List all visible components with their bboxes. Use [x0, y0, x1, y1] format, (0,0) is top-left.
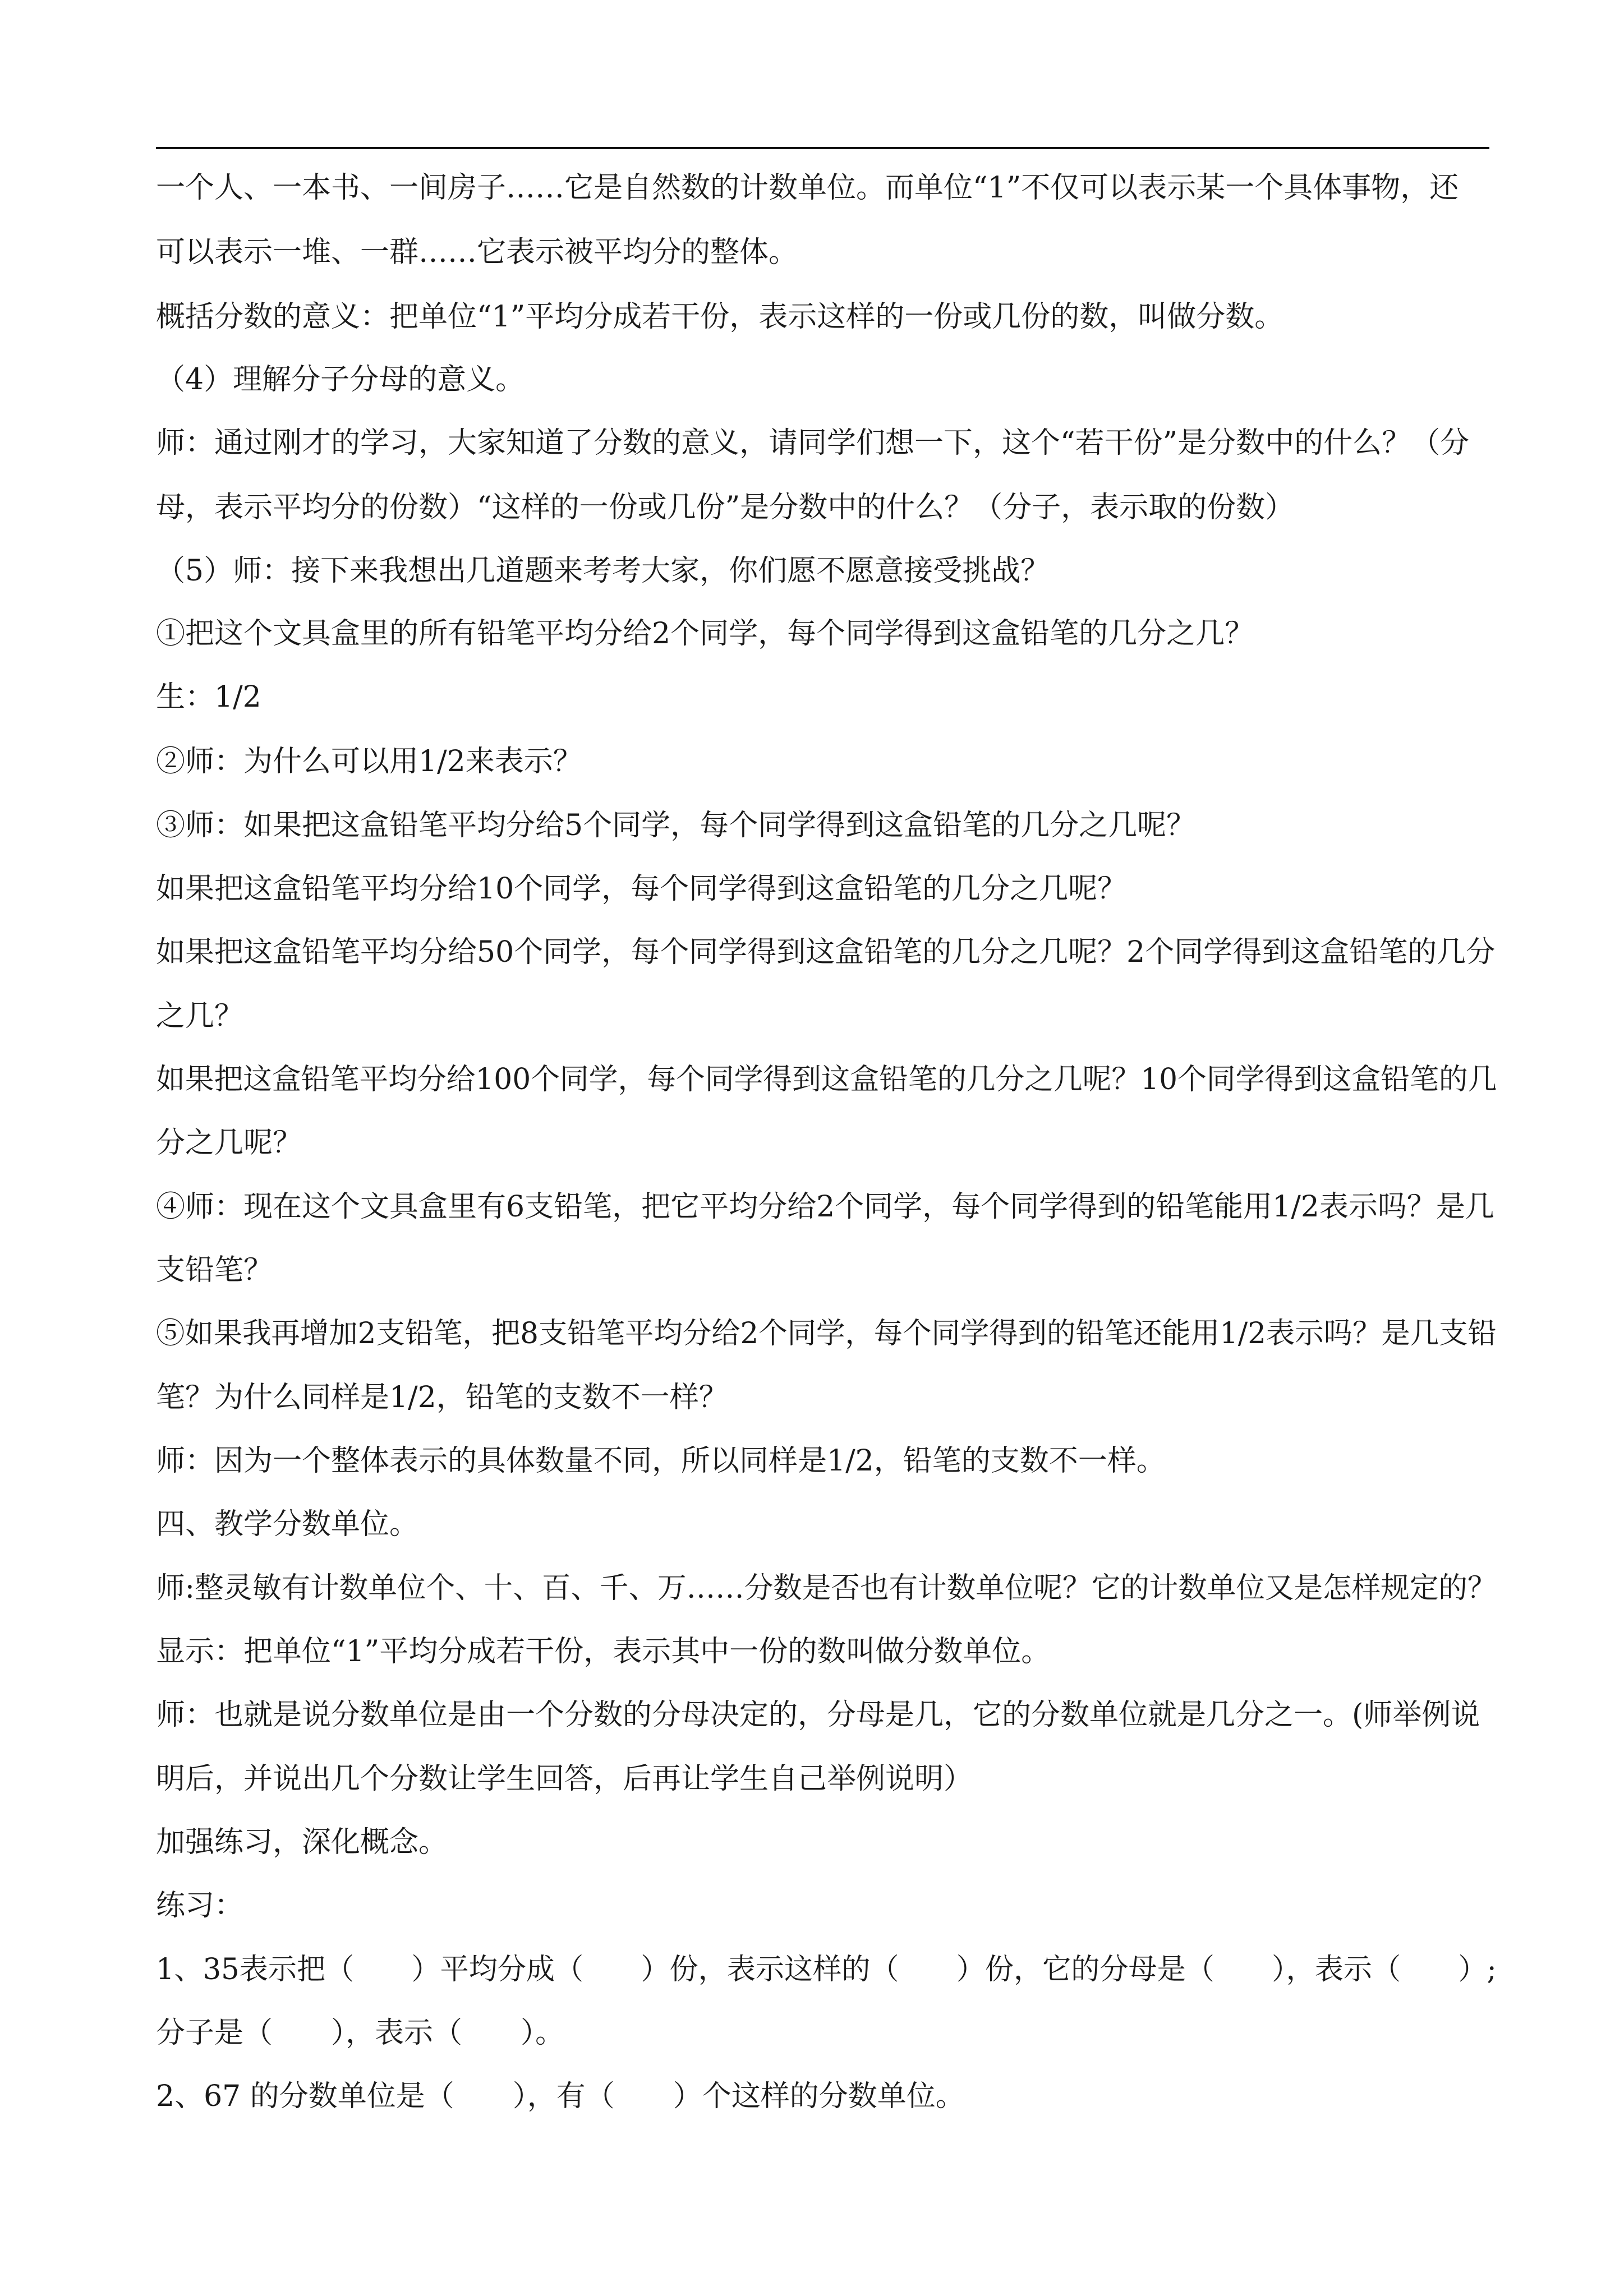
text-line: 母，表示平均分的份数）“这样的一份或几份”是分数中的什么？（分子，表示取的份数） [156, 491, 1295, 524]
text-line: （5）师：接下来我想出几道题来考考大家，你们愿不愿意接受挑战？ [156, 554, 1050, 588]
text-line: 师：因为一个整体表示的具体数量不同，所以同样是1/2，铅笔的支数不一样。 [156, 1444, 1166, 1478]
text-line: 师：也就是说分数单位是由一个分数的分母决定的，分母是几，它的分数单位就是几分之一。(师举例说 [156, 1698, 1480, 1732]
text-line: ④师：现在这个文具盒里有6支铅笔，把它平均分给2个同学，每个同学得到的铅笔能用1/2表示吗？是几 [156, 1190, 1494, 1224]
text-line: 显示：把单位“1”平均分成若干份，表示其中一份的数叫做分数单位。 [156, 1635, 1051, 1668]
text-line: 生：1/2 [156, 680, 261, 714]
text-line: 师：通过刚才的学习，大家知道了分数的意义，请同学们想一下，这个“若干份”是分数中的什么？（分 [156, 426, 1470, 460]
text-line: 可以表示一堆、一群……它表示被平均分的整体。 [156, 236, 798, 269]
text-line: 明后，并说出几个分数让学生回答，后再让学生自己举例说明） [156, 1762, 973, 1796]
text-line: （4）理解分子分母的意义。 [156, 363, 525, 397]
text-line: 笔？为什么同样是1/2，铅笔的支数不一样？ [156, 1381, 728, 1414]
text-line: 练习： [156, 1889, 244, 1922]
text-line: ①把这个文具盒里的所有铅笔平均分给2个同学，每个同学得到这盒铅笔的几分之几？ [156, 617, 1254, 651]
text-line: 分子是（ ），表示（ ）。 [156, 2016, 565, 2050]
text-line: 四、教学分数单位。 [156, 1507, 419, 1541]
text-line: ⑤如果我再增加2支铅笔，把8支铅笔平均分给2个同学，每个同学得到的铅笔还能用1/2表示吗？是几支铅 [156, 1317, 1497, 1350]
text-line: 之几？ [156, 999, 244, 1033]
text-line: 如果把这盒铅笔平均分给100个同学，每个同学得到这盒铅笔的几分之几呢？10个同学得到这盒铅笔的几 [156, 1063, 1497, 1096]
text-line: 分之几呢？ [156, 1126, 302, 1160]
text-line: ③师：如果把这盒铅笔平均分给5个同学，每个同学得到这盒铅笔的几分之几呢？ [156, 809, 1196, 842]
text-line: 如果把这盒铅笔平均分给50个同学，每个同学得到这盒铅笔的几分之几呢？2个同学得到这盒铅笔的几分 [156, 935, 1496, 969]
text-line: 1、35表示把（ ）平均分成（ ）份，表示这样的（ ）份，它的分母是（ ），表示（ ）; [156, 1953, 1497, 1986]
text-line: 加强练习，深化概念。 [156, 1825, 448, 1859]
text-line: 一个人、一本书、一间房子……它是自然数的计数单位。而单位“1”不仅可以表示某一个具体事物，还 [156, 171, 1459, 205]
text-line: 概括分数的意义：把单位“1”平均分成若干份，表示这样的一份或几份的数，叫做分数。 [156, 300, 1284, 334]
text-line: ②师：为什么可以用1/2来表示？ [156, 745, 582, 778]
text-line: 师:整灵敏有计数单位个、十、百、千、万……分数是否也有计数单位呢？它的计数单位又是怎样规定的？ [156, 1571, 1497, 1605]
text-line: 如果把这盒铅笔平均分给10个同学，每个同学得到这盒铅笔的几分之几呢？ [156, 872, 1127, 906]
text-line: 支铅笔？ [156, 1253, 273, 1287]
header-rule [156, 147, 1489, 149]
text-line: 2、67 的分数单位是（ ），有（ ）个这样的分数单位。 [156, 2080, 965, 2113]
